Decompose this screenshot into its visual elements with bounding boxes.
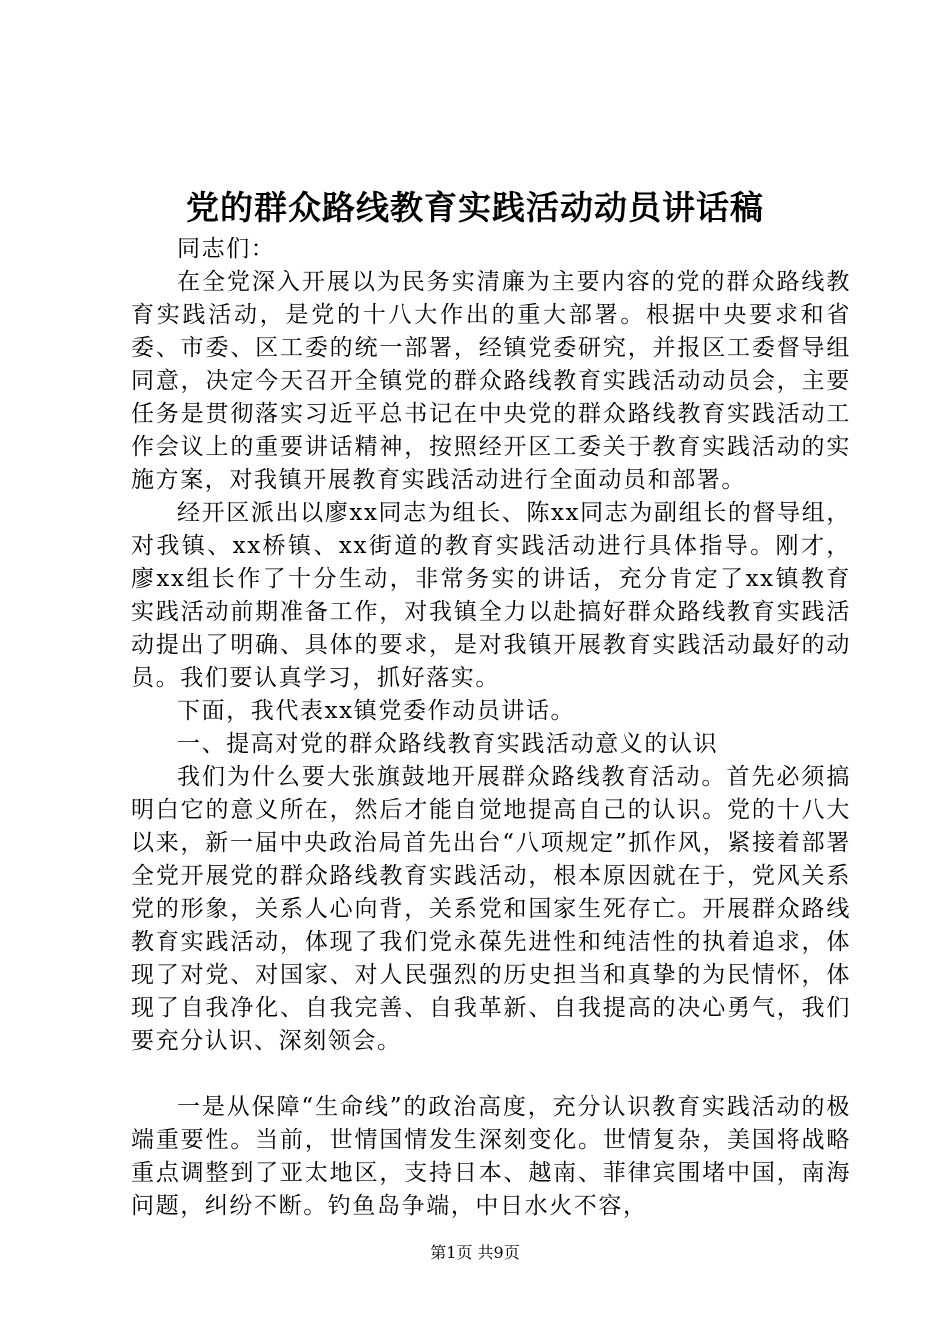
paragraph-intro: 在全党深入开展以为民务实清廉为主要内容的党的群众路线教育实践活动，是党的十八大作出的重大部署。根据中央要求和省委、市委、区工委的统一部署，经镇党委研究，并报区工委督导组同意，决定今天召开全镇党的群众路线教育实践活动动员会，主要任务是贯彻落实习近平总书记在中央党的群众路线教育实践活动工作会议上的重要讲话精神，按照经开区工委关于教育实践活动的实施方案，对我镇开展教育实践活动进行全面动员和部署。 [131,269,851,493]
salutation: 同志们： [177,236,276,262]
paragraph-significance: 我们为什么要大张旗鼓地开展群众路线教育活动。首先必须搞明白它的意义所在，然后才能自觉地提高自己的认识。党的十八大以来，新一届中央政治局首先出台“八项规定”抓作风，紧接着部署全党开展党的群众路线教育实践活动，根本原因就在于，党风关系党的形象，关系人心向背，关系党和国家生死存亡。开展群众路线教育实践活动，体现了我们党永葆先进性和纯洁性的执着追求，体现了对党、对国家、对人民强烈的历史担当和真挚的为民情怀，体现了自我净化、自我完善、自我革新、自我提高的决心勇气，我们要充分认识、深刻领会。 [131,764,851,1054]
document-title: 党的群众路线教育实践活动动员讲话稿 [186,188,764,227]
page-number: 第1页 共9页 [430,1243,520,1262]
paragraph-speech-start: 下面，我代表xx镇党委作动员讲话。 [177,698,576,724]
paragraph-supervision: 经开区派出以廖xx同志为组长、陈xx同志为副组长的督导组，对我镇、xx桥镇、xx街道的教育实践活动进行具体指导。刚才，廖xx组长作了十分生动，非常务实的讲话，充分肯定了xx镇教育实践活动前期准备工作，对我镇全力以赴搞好群众路线教育实践活动提出了明确、具体的要求，是对我镇开展教育实践活动最好的动员。我们要认真学习，抓好落实。 [131,500,851,691]
paragraph-lifeline: 一是从保障“生命线”的政治高度，充分认识教育实践活动的极端重要性。当前，世情国情发生深刻变化。世情复杂，美国将战略重点调整到了亚太地区，支持日本、越南、菲律宾围堵中国，南海问题，纠纷不断。钓鱼岛争端，中日水火不容， [131,1094,851,1219]
document-body [131,233,851,1223]
section-heading-1: 一、提高对党的群众路线教育实践活动意义的认识 [177,731,719,757]
